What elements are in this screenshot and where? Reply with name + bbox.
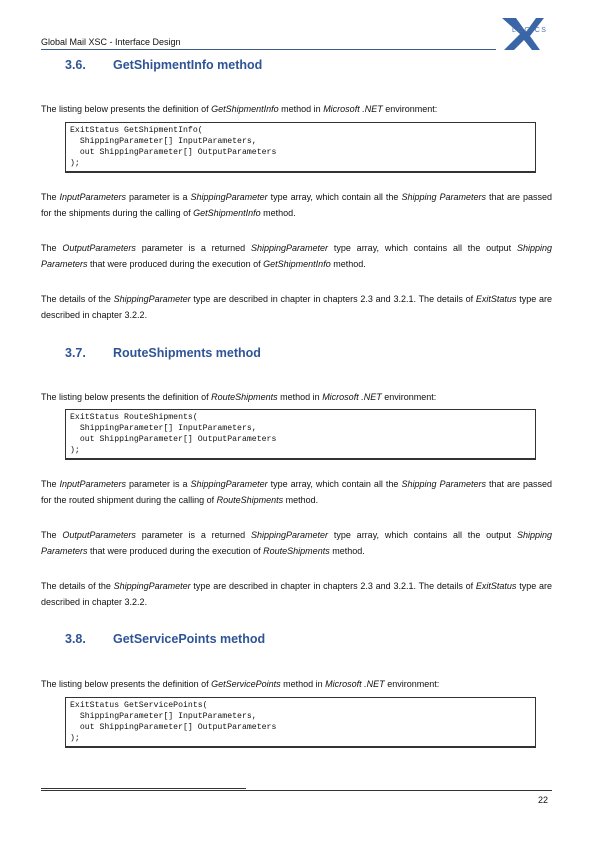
section-intro: The listing below presents the definition of RouteShipments method in Microsoft .NET environment:	[41, 392, 437, 402]
code-listing: ExitStatus GetShipmentInfo( ShippingParameter[] InputParameters, out ShippingParameter[] OutputParameters );	[65, 122, 536, 173]
logo-text: LOGICS	[512, 27, 548, 34]
section-heading-3-8	[65, 632, 265, 646]
header-divider	[41, 49, 496, 50]
paragraph-input-parameters: The InputParameters parameter is a ShippingParameter type array, which contain all the Shipping Parameters that are passed for the routed shipment during the calling of RouteShipments method.	[41, 479, 553, 505]
footer-divider-long	[41, 790, 552, 791]
paragraph-type-details: The details of the ShippingParameter type are described in chapter in chapters 2.3 and 3.2.1. The details of ExitStatus type are described in chapter 3.2.2.	[41, 294, 552, 320]
section-number: 3.7.	[65, 346, 86, 360]
section-title: GetShipmentInfo method	[113, 58, 263, 72]
document-title: Global Mail XSC - Interface Design	[41, 37, 181, 47]
section-intro: The listing below presents the definition of GetServicePoints method in Microsoft .NET environment:	[41, 679, 440, 689]
paragraph-output-parameters: The OutputParameters parameter is a returned ShippingParameter type array, which contains all the output Shipping Parameters that were produced during the execution of RouteShipments method.	[41, 530, 552, 556]
paragraph-input-parameters: The InputParameters parameter is a ShippingParameter type array, which contain all the Shipping Parameters that are passed for the shipments during the calling of GetShipmentInfo method.	[41, 192, 553, 218]
paragraph-type-details: The details of the ShippingParameter type are described in chapter in chapters 2.3 and 3.2.1. The details of ExitStatus type are described in chapter 3.2.2.	[41, 581, 552, 607]
section-intro: The listing below presents the definition of GetShipmentInfo method in Microsoft .NET environment:	[41, 104, 438, 114]
section-title: GetServicePoints method	[113, 632, 266, 646]
footer-divider	[41, 788, 246, 789]
section-heading-3-7	[65, 346, 261, 360]
paragraph-output-parameters: The OutputParameters parameter is a returned ShippingParameter type array, which contains all the output Shipping Parameters that were produced during the execution of GetShipmentInfo method.	[41, 243, 552, 269]
code-listing: ExitStatus GetServicePoints( ShippingParameter[] InputParameters, out ShippingParameter[] OutputParameters );	[65, 697, 536, 748]
page-number: 22	[538, 795, 549, 805]
section-heading-3-6	[65, 58, 262, 72]
section-title: RouteShipments method	[113, 346, 261, 360]
code-listing: ExitStatus RouteShipments( ShippingParameter[] InputParameters, out ShippingParameter[] OutputParameters );	[65, 409, 536, 460]
section-number: 3.8.	[65, 632, 86, 646]
section-number: 3.6.	[65, 58, 86, 72]
